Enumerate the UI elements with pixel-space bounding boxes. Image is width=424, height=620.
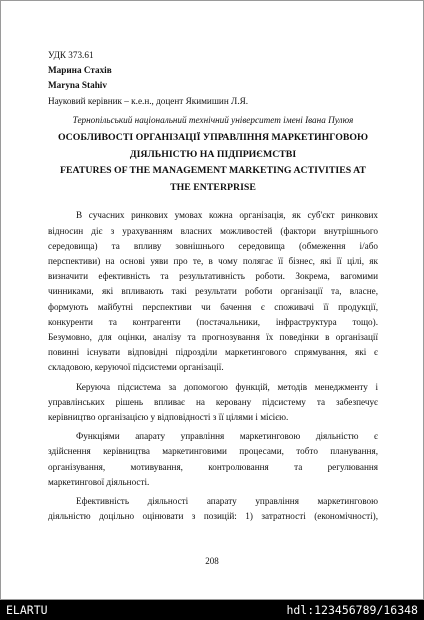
text-line: чинниками, які впливають такі результати роботи організації та, власне,	[48, 286, 378, 297]
footer-handle-link[interactable]: hdl:123456789/16348	[286, 603, 418, 617]
paragraph-1	[48, 208, 378, 375]
text-line: здійснення керівництва маркетинговими процесами, тобто планування,	[48, 446, 378, 457]
text-line: повинні існувати відповідні підрозділи маркетингового спрямування, які є	[48, 347, 378, 358]
text-line: складовою, керуючої підсистеми організації.	[48, 362, 224, 373]
text-line: діяльністю доцільно оцінювати з позицій: 1) затратності (економічності),	[48, 511, 378, 522]
footer-repository-name: ELARTU	[6, 603, 48, 617]
text-line: маркетингової діяльності.	[48, 476, 150, 487]
paragraph-4	[48, 494, 378, 524]
title-en-line1: FEATURES OF THE MANAGEMENT MARKETING ACTIVITIES AT	[60, 165, 366, 177]
text-line: Безумовно, для оцінки, аналізу та прогнозування їх поведінки в організації	[48, 332, 378, 343]
text-line: відносин діє з урахуванням власних можливостей (фактори внутрішнього	[48, 225, 378, 236]
text-line: Функціями апарату управління маркетинговою діяльністю є	[76, 431, 378, 442]
repository-footer	[0, 600, 424, 620]
document-page	[48, 48, 378, 528]
text-line: організування, мотивування, контролювання та регулювання	[48, 461, 378, 472]
author-en: Maryna Stahiv	[48, 80, 107, 91]
text-line: формують майбутні перспективи чи бачення є споживачі її продукції,	[48, 301, 378, 312]
text-line: визначити ефективність та результативність роботи. Зокрема, вагомими	[48, 271, 378, 282]
article-title	[48, 130, 378, 196]
page-number: 208	[205, 556, 219, 566]
title-en-line2: THE ENTERPRISE	[170, 181, 256, 193]
text-line: керівництво організацією у відповідності з її цілями і місією.	[48, 412, 289, 423]
paragraph-2	[48, 380, 378, 426]
supervisor-line: Науковий керівник – к.е.н., доцент Якимишин Л.Я.	[48, 95, 249, 106]
text-line: Керуюча підсистема за допомогою функцій, методів менеджменту і	[76, 381, 378, 392]
affiliation-line: Тернопільський національний технічний університет імені Івана Пулюя	[72, 114, 354, 125]
author-ua: Марина Стахів	[48, 65, 112, 76]
text-line: середовища) та впливу зовнішнього середовища (обмеження і/або	[48, 240, 378, 251]
udk-code: УДК 373.61	[48, 50, 94, 60]
title-ua-line2: ДІЯЛЬНІСТЮ НА ПІДПРИЄМСТВІ	[129, 148, 297, 160]
text-line: Ефективність діяльності апарату управління маркетинговою	[76, 496, 378, 507]
article-body	[48, 208, 378, 524]
text-line: В сучасних ринкових умовах кожна організація, як суб'єкт ринкових	[76, 210, 378, 221]
paragraph-3	[48, 429, 378, 490]
text-line: конкуренти та контрагенти (постачальники, інфраструктура тощо).	[48, 316, 378, 327]
text-line: перспективи) на основі уяви про те, в чому полягає її бізнес, які її цілі, як	[48, 256, 378, 266]
text-line: управлінських рішень впливає на керовану підсистему та забезпечує	[48, 396, 378, 407]
title-ua-line1: ОСОБЛИВОСТІ ОРГАНІЗАЦІЇ УПРАВЛІННЯ МАРКЕТИНГОВОЮ	[57, 132, 369, 144]
